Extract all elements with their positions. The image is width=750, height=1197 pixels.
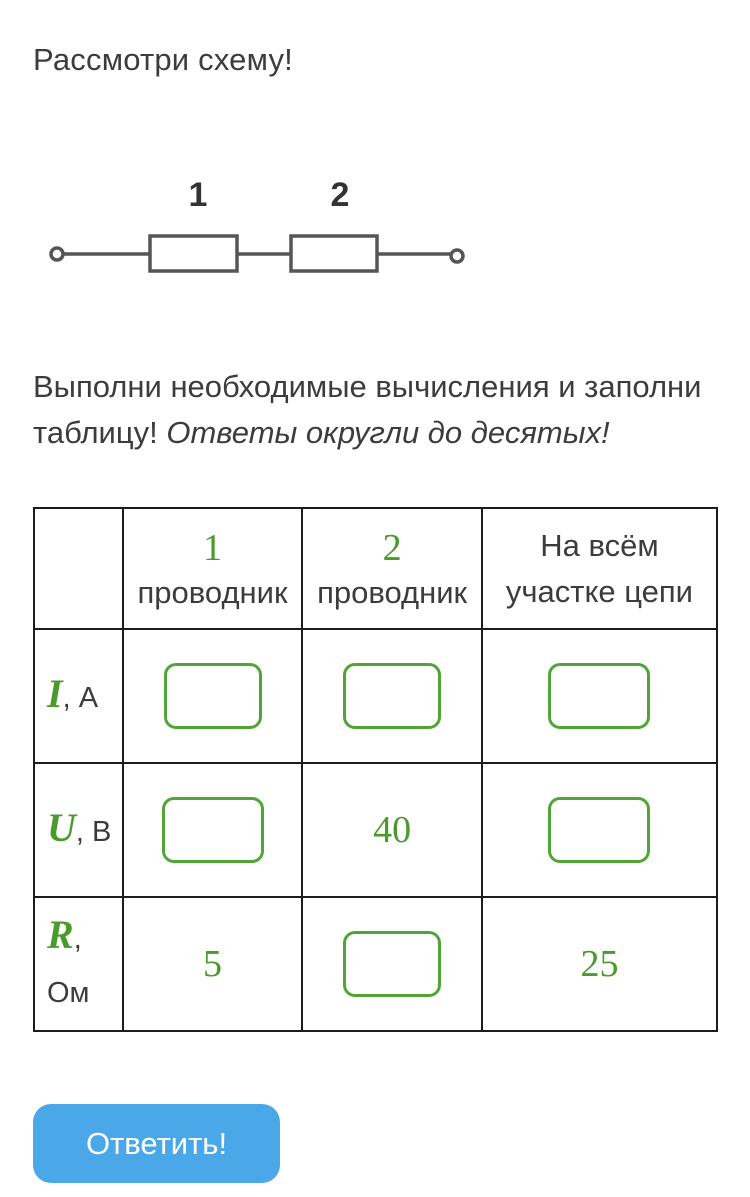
input-U-total[interactable] [548,797,650,863]
row-label-resistance [34,897,123,1031]
intro-text: Рассмотри схему! [33,42,293,77]
table-row-current [34,629,717,763]
corner-cell [34,508,123,629]
row-label-current [34,629,123,763]
quantity-symbol: R [47,912,74,957]
header-label: На всём участке цепи [505,527,693,609]
cell-U1 [123,763,303,897]
input-I1[interactable] [164,663,262,729]
header-number: 2 [382,526,402,569]
input-I-total[interactable] [548,663,650,729]
cell-I1 [123,629,303,763]
header-whole-circuit [482,508,717,629]
quantity-unit: , А [62,682,99,714]
circuit-diagram [40,165,480,285]
cell-I-total [482,629,717,763]
task-hint: Ответы округли до десятых! [166,415,610,450]
quantity-symbol: U [47,805,76,850]
table-header-row [34,508,717,629]
header-conductor-2 [302,508,482,629]
resistor-1-label: 1 [188,176,208,214]
resistor-2-label: 2 [330,176,350,214]
given-R1: 5 [203,943,223,985]
table-row-voltage [34,763,717,897]
resistor-1 [150,236,237,271]
terminal-right [451,250,463,262]
resistor-2 [291,236,377,271]
cell-R1 [123,897,303,1031]
input-I2[interactable] [343,663,441,729]
task-instruction: Выполни необходимые вычисления и заполни таблицу! [33,369,702,450]
terminal-left [51,248,63,260]
header-number: 1 [203,526,223,569]
row-label-voltage [34,763,123,897]
cell-U-total [482,763,717,897]
submit-button[interactable]: Ответить! [33,1104,280,1183]
answer-table [33,507,718,1032]
cell-I2 [302,629,482,763]
input-U1[interactable] [162,797,264,863]
given-R-total: 25 [580,943,619,985]
quantity-symbol: I [47,671,63,716]
header-label: проводник [317,574,468,610]
task-text [33,364,733,456]
quantity-unit: , Ом [47,923,90,1009]
cell-R-total [482,897,717,1031]
table-row-resistance [34,897,717,1031]
header-label: проводник [137,574,288,610]
given-U2: 40 [373,809,412,851]
input-R2[interactable] [343,931,441,997]
cell-U2 [302,763,482,897]
cell-R2 [302,897,482,1031]
header-conductor-1 [123,508,303,629]
quantity-unit: , В [75,816,112,848]
